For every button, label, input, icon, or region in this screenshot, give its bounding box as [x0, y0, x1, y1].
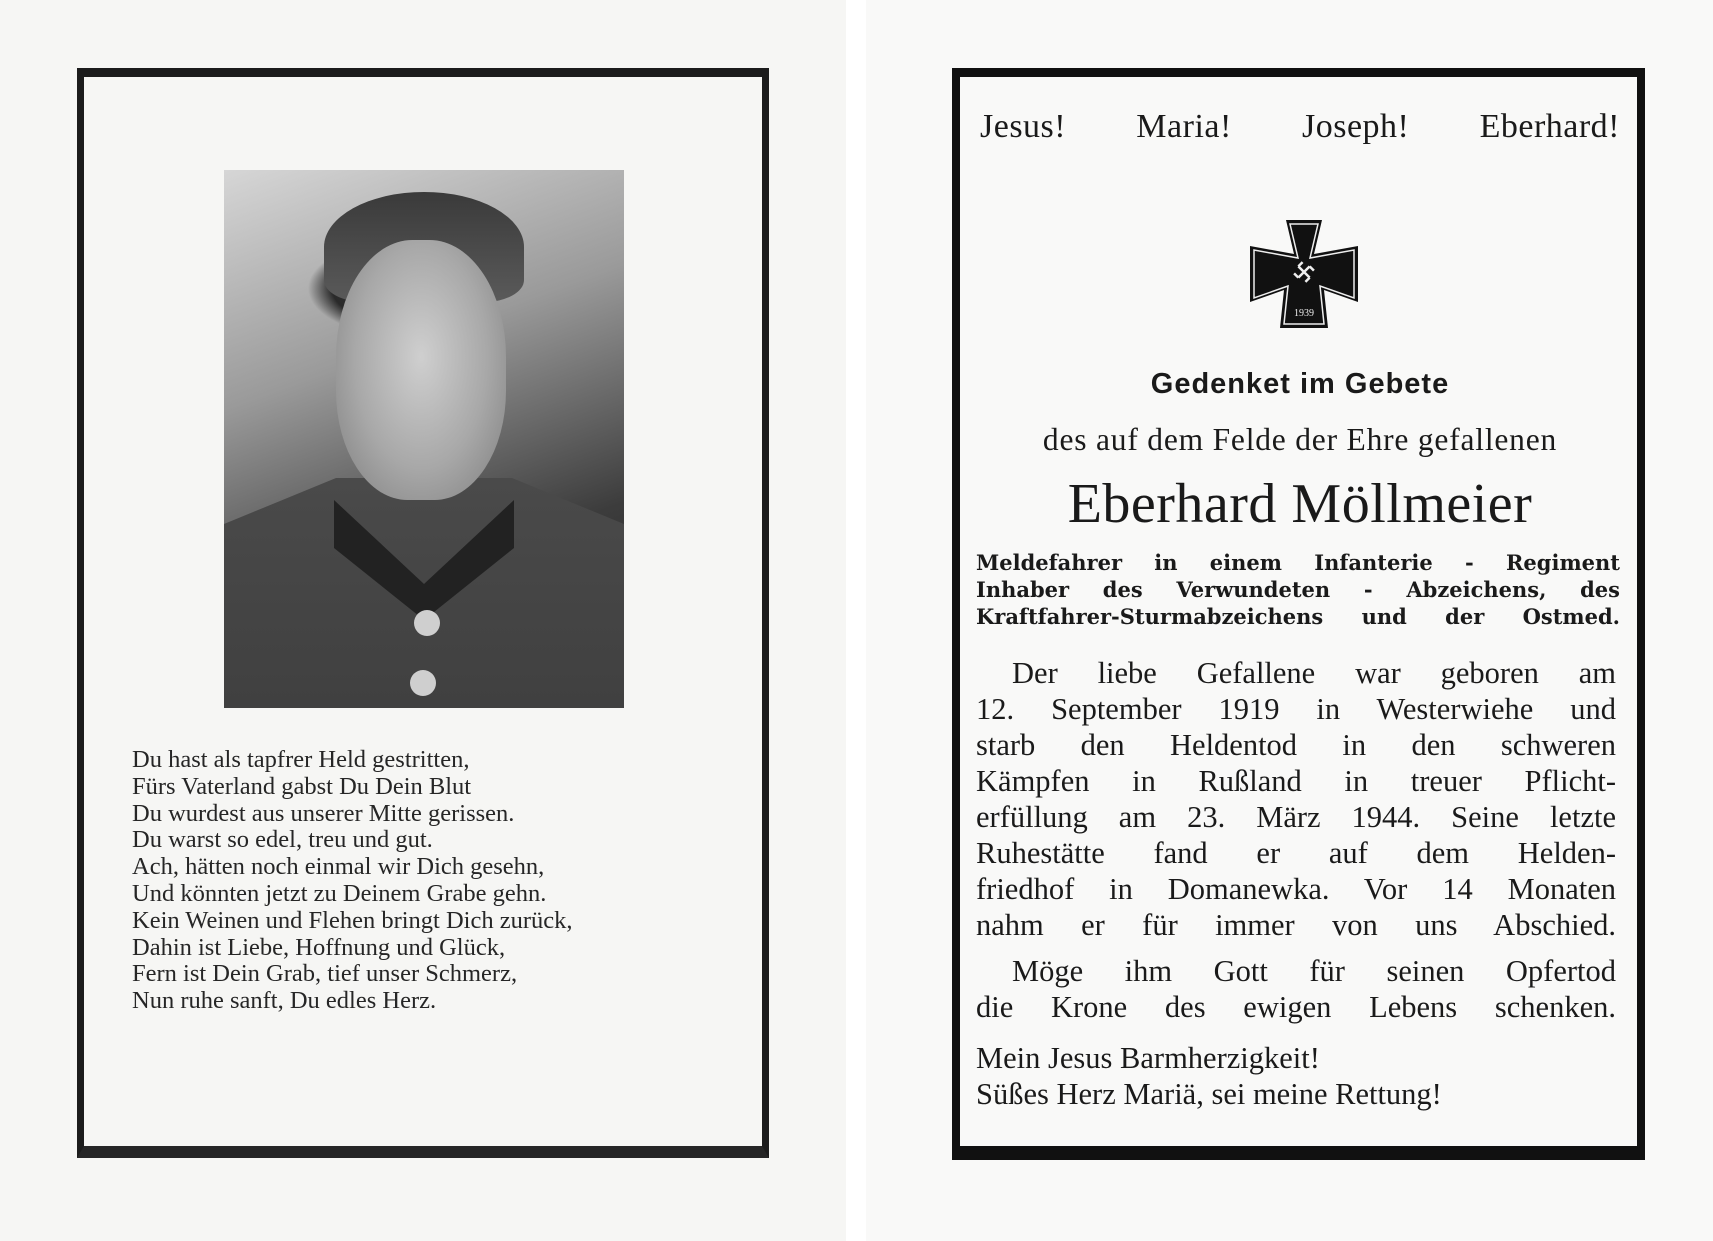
uniform-button	[410, 670, 436, 696]
poem-line: Du warst so edel, treu und gut.	[132, 826, 433, 854]
uniform-button	[414, 610, 440, 636]
poem-line: Und könnten jetzt zu Deinem Grabe gehn.	[132, 879, 547, 907]
poem-line: Ach, hätten noch einmal wir Dich gesehn,	[132, 853, 545, 881]
rank-line: Meldefahrer in einem Infanterie - Regiment	[976, 550, 1620, 575]
biography-line: Kämpfen in Rußland in treuer Pflicht-	[976, 764, 1616, 798]
prayer-line: Süßes Herz Mariä, sei meine Rettung!	[976, 1077, 1442, 1111]
memorial-poem	[132, 747, 732, 1015]
deceased-name: Eberhard Möllmeier	[1067, 473, 1533, 535]
blessing-line: die Krone des ewigen Lebens schenken.	[976, 990, 1616, 1024]
poem-line: Du hast als tapfrer Held gestritten,	[132, 746, 470, 773]
iron-cross-icon	[1248, 218, 1360, 330]
card-separator	[846, 0, 866, 1241]
poem-line: Dahin ist Liebe, Hoffnung und Glück,	[132, 933, 506, 961]
poem-line: Fern ist Dein Grab, tief unser Schmerz,	[132, 960, 518, 988]
biography-line: friedhof in Domanewka. Vor 14 Monaten	[976, 872, 1616, 906]
exclamation-joseph: Joseph!	[1302, 108, 1410, 145]
soldier-portrait-photo	[224, 170, 624, 708]
prayer-line: Mein Jesus Barmherzigkeit!	[976, 1041, 1320, 1075]
biography-line: Der liebe Gefallene war geboren am	[1012, 656, 1616, 690]
biography-line: 12. September 1919 in Westerwiehe und	[976, 692, 1616, 726]
biography-line: starb den Heldentod in den schweren	[976, 728, 1616, 762]
rank-and-decorations	[976, 549, 1620, 630]
poem-line: Fürs Vaterland gabst Du Dein Blut	[132, 772, 472, 800]
exclamation-jesus: Jesus!	[980, 108, 1067, 145]
exclamation-eberhard: Eberhard!	[1479, 108, 1620, 145]
cross-year: 1939	[1294, 308, 1314, 319]
exclamation-maria: Maria!	[1136, 108, 1232, 145]
biography-line: nahm er für immer von uns Abschied.	[976, 908, 1616, 942]
biography	[976, 655, 1616, 943]
heading-gedenket: Gedenket im Gebete	[1150, 368, 1450, 400]
subheading: des auf dem Felde der Ehre gefallenen	[1042, 422, 1558, 457]
exclamations-row	[980, 108, 1620, 146]
poem-line: Nun ruhe sanft, Du edles Herz.	[132, 987, 437, 1015]
rank-line: Kraftfahrer-Sturmabzeichens und der Ostmed.	[976, 604, 1620, 629]
blessing	[976, 953, 1616, 1025]
rank-line: Inhaber des Verwundeten - Abzeichens, des	[976, 577, 1620, 602]
face-shape	[336, 240, 506, 500]
closing-prayer	[976, 1040, 1616, 1112]
biography-line: Ruhestätte fand er auf dem Helden-	[976, 836, 1616, 870]
poem-line: Du wurdest aus unserer Mitte gerissen.	[132, 799, 515, 827]
blessing-line: Möge ihm Gott für seinen Opfertod	[1012, 954, 1616, 988]
biography-line: erfüllung am 23. März 1944. Seine letzte	[976, 800, 1616, 834]
poem-line: Kein Weinen und Flehen bringt Dich zurück,	[132, 906, 573, 934]
